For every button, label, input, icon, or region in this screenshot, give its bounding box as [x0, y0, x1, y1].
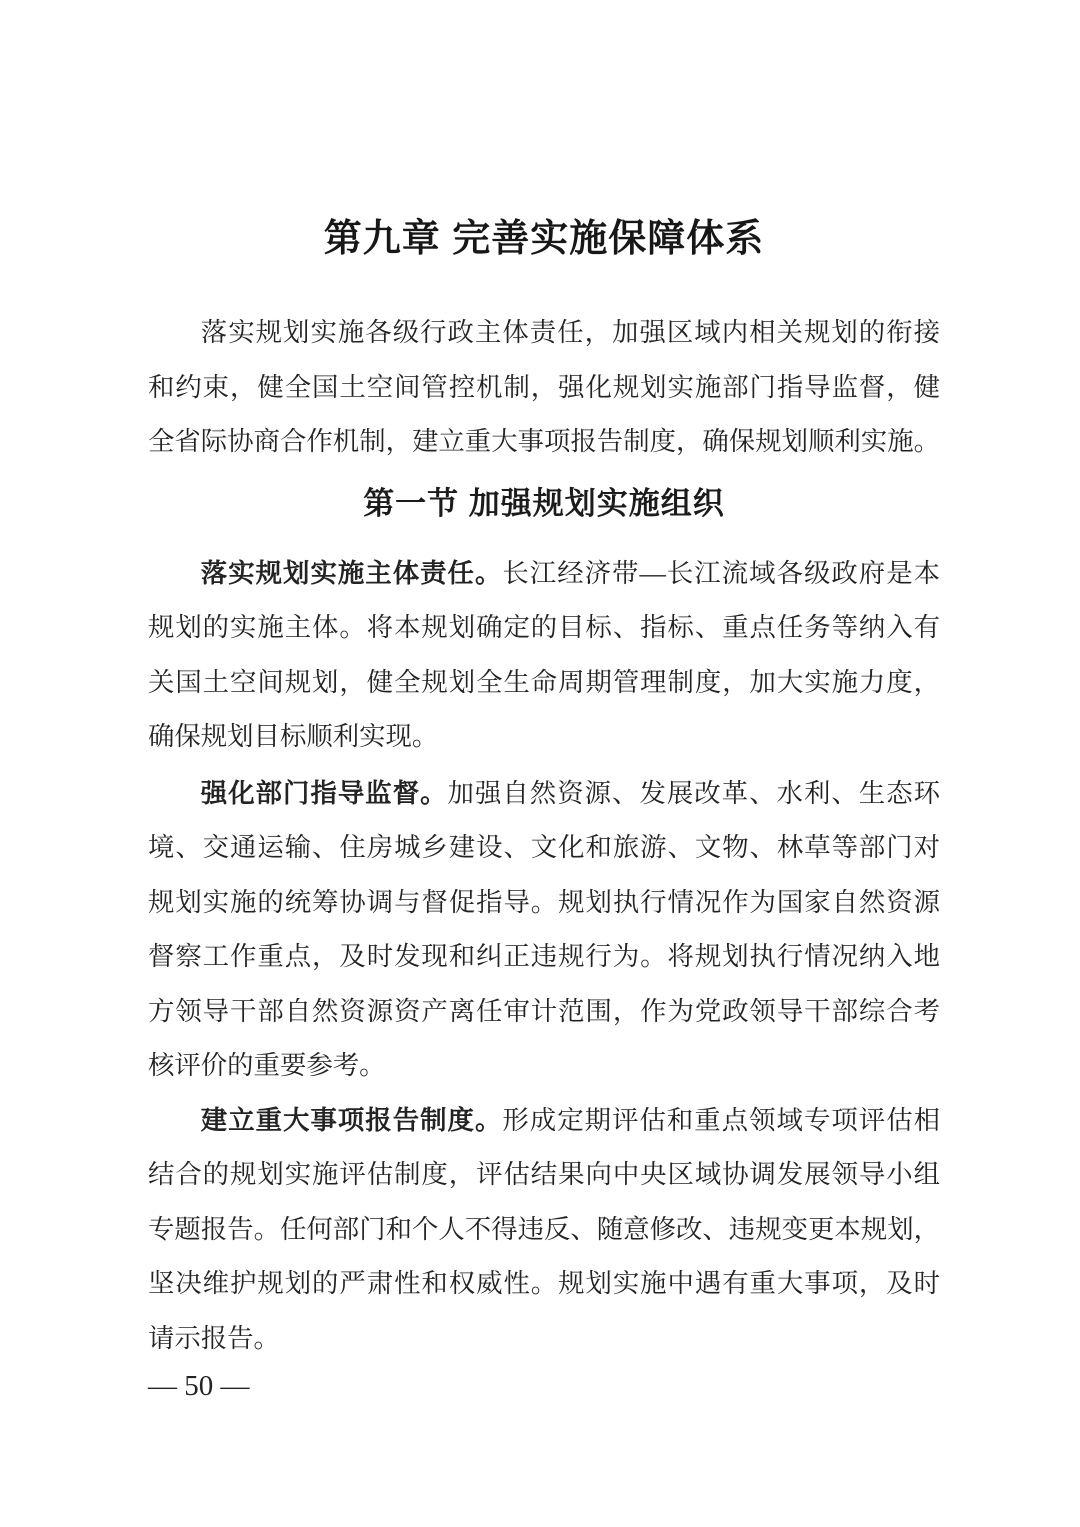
body-line: 境、交通运输、住房城乡建设、文化和旅游、文物、林草等部门对 — [148, 832, 940, 862]
body-line: 规划实施的统筹协调与督促指导。规划执行情况作为国家自然资源 — [148, 886, 940, 917]
paragraph-major-event-reporting — [148, 1093, 940, 1366]
body-line: 督察工作重点，及时发现和纠正违规行为。将规划执行情况纳入地 — [148, 941, 940, 971]
body-line: 全省际协商合作机制，建立重大事项报告制度，确保规划顺利实施。 — [148, 426, 940, 456]
body-line: 方领导干部自然资源资产离任审计范围，作为党政领导干部综合考 — [148, 995, 940, 1026]
body-line — [148, 766, 940, 821]
body-line: 核评价的重要参考。 — [148, 1050, 386, 1080]
intro-paragraph — [148, 305, 940, 469]
chapter-title: 第九章 完善实施保障体系 — [323, 218, 765, 260]
lead-phrase: 落实规划实施主体责任。 — [200, 557, 503, 588]
body-line: 结合的规划实施评估制度，评估结果向中央区域协调发展领导小组 — [148, 1159, 940, 1189]
page-content — [148, 0, 940, 1407]
section-title: 第一节 加强规划实施组织 — [363, 485, 725, 521]
line-text: 形成定期评估和重点领域专项评估相 — [502, 1104, 941, 1135]
body-line: 坚决维护规划的严肃性和权威性。规划实施中遇有重大事项，及时 — [148, 1268, 940, 1298]
body-line: 落实规划实施各级行政主体责任，加强区域内相关规划的衔接 — [200, 317, 940, 347]
page-number: — 50 — — [148, 1370, 250, 1402]
body-line: 专题报告。任何部门和个人不得违反、随意修改、违规变更本规划， — [148, 1213, 940, 1244]
body-line: 和约束，健全国土空间管控机制，强化规划实施部门指导监督，健 — [148, 371, 940, 402]
body-line: 请示报告。 — [148, 1322, 280, 1353]
lead-phrase: 建立重大事项报告制度。 — [200, 1104, 503, 1135]
body-line: 规划的实施主体。将本规划确定的目标、指标、重点任务等纳入有 — [148, 612, 940, 642]
line-text: 长江经济带—长江流域各级政府是本 — [502, 557, 941, 588]
body-line — [148, 546, 940, 601]
paragraph-department-supervision — [148, 766, 940, 1093]
body-line: 关国土空间规划，健全规划全生命周期管理制度，加大实施力度， — [148, 666, 940, 697]
lead-phrase: 强化部门指导监督。 — [200, 777, 448, 808]
paragraph-implementation-responsibility — [148, 546, 940, 764]
body-line: 确保规划目标顺利实现。 — [148, 721, 439, 751]
body-line — [148, 1093, 940, 1148]
line-text: 加强自然资源、发展改革、水利、生态环 — [447, 777, 941, 808]
